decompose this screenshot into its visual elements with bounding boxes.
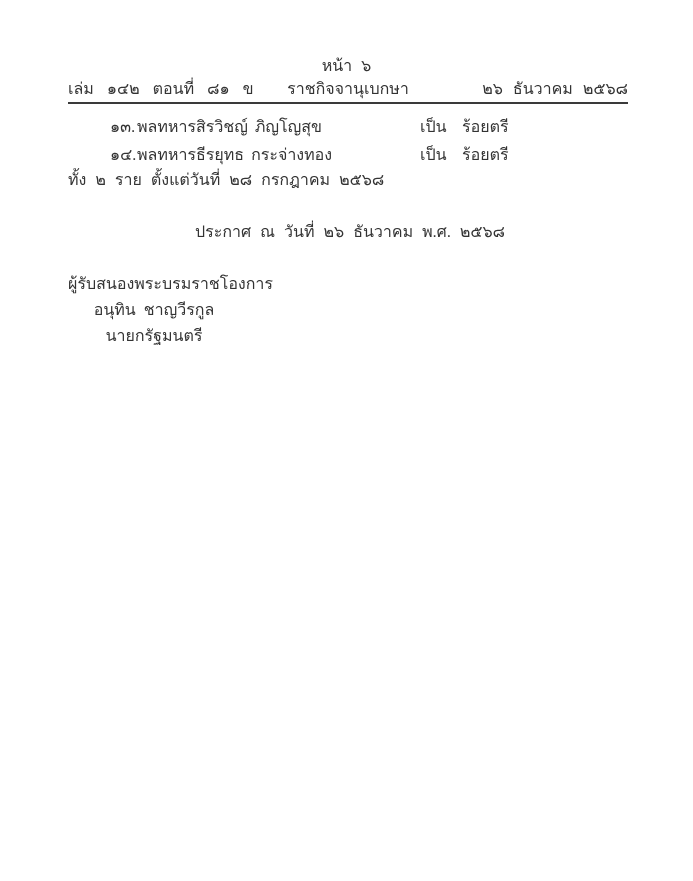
issue-date-label: ๒๖ ธันวาคม ๒๕๖๘ (482, 81, 628, 98)
proclamation-date-line: ประกาศ ณ วันที่ ๒๖ ธันวาคม พ.ศ. ๒๕๖๘ (195, 224, 505, 241)
volume-part-label: เล่ม ๑๔๒ ตอนที่ ๘๑ ข (68, 81, 254, 98)
entry-number: ๑๓. (110, 119, 136, 136)
signer-title: นายกรัฐมนตรี (105, 328, 203, 345)
promotion-entry-row (0, 146, 693, 166)
entry-conjunction: เป็น (420, 147, 447, 164)
signer-name: อนุทิน ชาญวีรกูล (93, 302, 215, 319)
page-number-label: หน้า ๖ (321, 58, 372, 75)
promotion-entry-row (0, 118, 693, 138)
countersignature-block (68, 275, 273, 346)
countersign-label: ผู้รับสนองพระบรมราชโองการ (68, 276, 273, 293)
header-divider-rule (68, 102, 628, 104)
gazette-header-row (68, 80, 628, 100)
entry-rank: ร้อยตรี (462, 119, 509, 136)
gazette-title: ราชกิจจานุเบกษา (287, 81, 409, 98)
entry-conjunction: เป็น (420, 119, 447, 136)
entry-person-name: พลทหารธีรยุทธ กระจ่างทอง (137, 147, 333, 164)
entry-number: ๑๔. (110, 147, 137, 164)
effective-date-summary: ทั้ง ๒ ราย ตั้งแต่วันที่ ๒๘ กรกฎาคม ๒๕๖๘ (68, 172, 385, 189)
entry-rank: ร้อยตรี (462, 147, 509, 164)
entry-person-name: พลทหารสิรวิชญ์ ภิญโญสุข (137, 119, 322, 136)
